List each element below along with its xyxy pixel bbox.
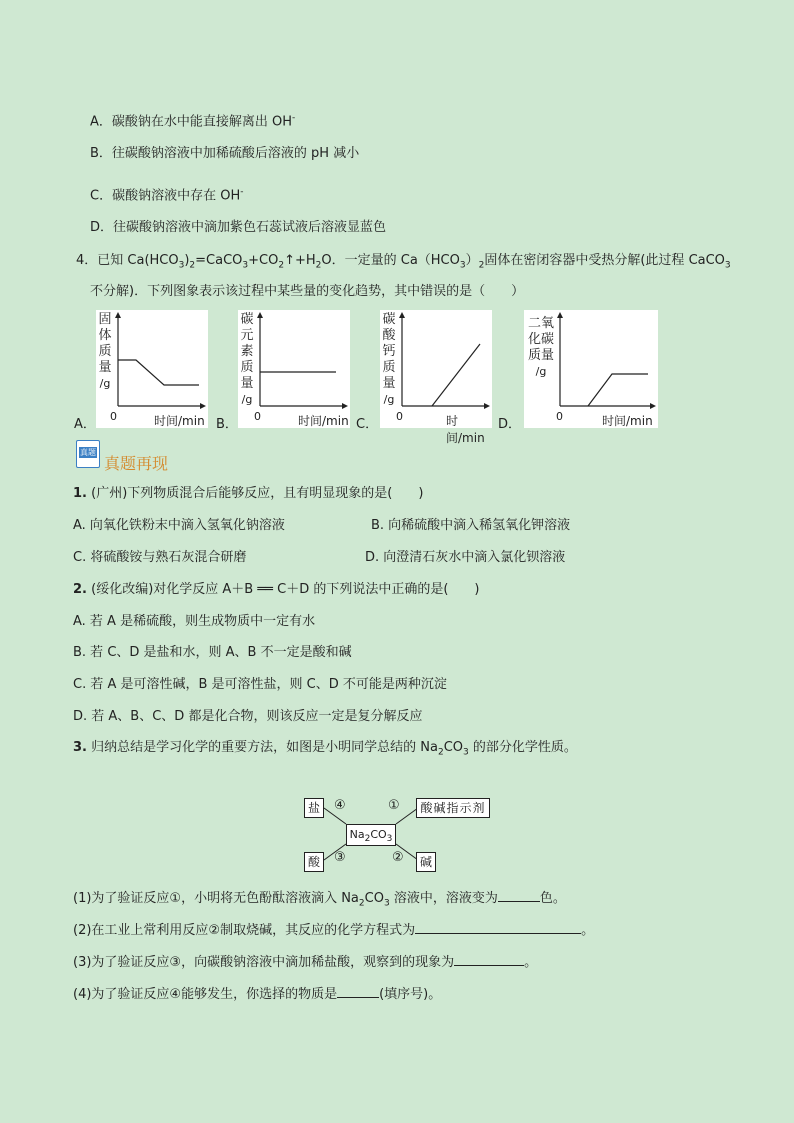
- p2-option-d: D. 若 A、B、C、D 都是化合物，则该反应一定是复分解反应: [73, 709, 423, 724]
- p3-sub2-blank[interactable]: [415, 921, 581, 934]
- graph-b-ylabel: 碳 元 素 质 量 /g: [240, 312, 254, 406]
- p2-option-a: A. 若 A 是稀硫酸，则生成物质中一定有水: [73, 614, 316, 629]
- graph-a-ylabel: 固 体 质 量 /g: [98, 312, 112, 390]
- p3-sub3-blank[interactable]: [454, 953, 524, 966]
- p3-sub1-blank[interactable]: [498, 889, 540, 902]
- graph-d-origin: 0: [556, 410, 563, 423]
- q3-option-a: A．碳酸钠在水中能直接解离出 OH-: [90, 113, 296, 130]
- graph-d-ylabel: 二氧 化碳 质量 /g: [527, 316, 554, 378]
- graph-b: [238, 310, 350, 428]
- graph-c-ylabel: 碳 酸 钙 质 量 /g: [382, 312, 396, 406]
- graph-a-origin: 0: [110, 410, 117, 423]
- p2-option-c: C. 若 A 是可溶性碱，B 是可溶性盐，则 C、D 不可能是两种沉淀: [73, 677, 447, 692]
- p3-sub2: (2)在工业上常利用反应②制取烧碱，其反应的化学方程式为 。: [73, 923, 595, 938]
- graph-b-origin: 0: [254, 410, 261, 423]
- p3-sub4-blank[interactable]: [337, 985, 379, 998]
- graph-b-xlabel: 时间/min: [298, 414, 349, 428]
- p3-sub3: (3)为了验证反应③，向碳酸钠溶液中滴加稀盐酸，观察到的现象为 。: [73, 955, 538, 970]
- diagram-base-box: 碱: [416, 852, 436, 872]
- diagram-acid-box: 酸: [304, 852, 324, 872]
- graph-d-plot: [524, 310, 658, 428]
- q3-option-c: C．碳酸钠溶液中存在 OH-: [90, 187, 244, 204]
- p3-sub1: (1)为了验证反应①，小明将无色酚酞溶液滴入 $Na_2CO_3$ 溶液中，溶液变为 色。: [73, 891, 566, 909]
- p2-stem: 2. (绥化改编)对化学反应 A＋B ══ C＋D 的下列说法中正确的是( ): [73, 582, 480, 597]
- p2-option-b: B. 若 C、D 是盐和水，则 A、B 不一定是酸和碱: [73, 645, 352, 660]
- graph-a-xlabel: 时间/min: [154, 414, 205, 428]
- q3-option-d: D．往碳酸钠溶液中滴加紫色石蕊试液后溶液显蓝色: [90, 220, 387, 235]
- p1-option-a: A. 向氧化铁粉末中滴入氢氧化钠溶液: [73, 518, 285, 533]
- p3-sub4: (4)为了验证反应④能够发生，你选择的物质是 (填序号)。: [73, 987, 442, 1002]
- q4-stem-line1: 4．已知 $Ca(HCO_3)_2=CaCO_3+CO_2↑+H_2O$．一定量的 $Ca(HCO_3)_2$固体在密闭容器中受热分解(此过程 CaCO$_3$: [76, 253, 731, 271]
- diagram-num-4: ④: [334, 798, 346, 813]
- graph-a: [96, 310, 208, 428]
- p1-option-c: C. 将硫酸铵与熟石灰混合研磨: [73, 550, 247, 565]
- graph-d-xlabel: 时间/min: [602, 414, 653, 428]
- diagram-indicator-box: 酸碱指示剂: [416, 798, 490, 818]
- graph-c-xlabel: 时间/min: [446, 414, 485, 445]
- graph-b-option: B．: [216, 417, 238, 432]
- graph-c-option: C．: [356, 417, 379, 432]
- q4-stem-line2: 不分解)．下列图象表示该过程中某些量的变化趋势，其中错误的是（ ）: [90, 284, 525, 299]
- p1-option-d: D. 向澄清石灰水中滴入氯化钡溶液: [365, 550, 566, 565]
- graph-c-origin: 0: [396, 410, 403, 423]
- p1-stem: 1. (广州)下列物质混合后能够反应，且有明显现象的是( ): [73, 486, 424, 501]
- section-title: 真题再现: [104, 454, 169, 473]
- diagram-center-box: $Na_2CO_3$: [346, 824, 396, 846]
- q3-option-b: B．往碳酸钠溶液中加稀硫酸后溶液的 pH 减小: [90, 146, 360, 161]
- diagram-num-3: ③: [334, 850, 346, 865]
- diagram-num-2: ②: [392, 850, 404, 865]
- graph-c: [380, 310, 492, 445]
- diagram-num-1: ①: [388, 798, 400, 813]
- p3-stem: 3. 归纳总结是学习化学的重要方法，如图是小明同学总结的 $Na_2CO_3$ 的部分化学性质。: [73, 740, 577, 758]
- graph-d: [524, 310, 658, 428]
- section-badge-icon: 真题: [76, 440, 100, 468]
- na2co3-diagram: [300, 796, 492, 876]
- p1-option-b: B. 向稀硫酸中滴入稀氢氧化钾溶液: [371, 518, 571, 533]
- diagram-salt-box: 盐: [304, 798, 324, 818]
- graph-d-option: D．: [498, 417, 522, 432]
- graph-a-option: A．: [74, 417, 96, 432]
